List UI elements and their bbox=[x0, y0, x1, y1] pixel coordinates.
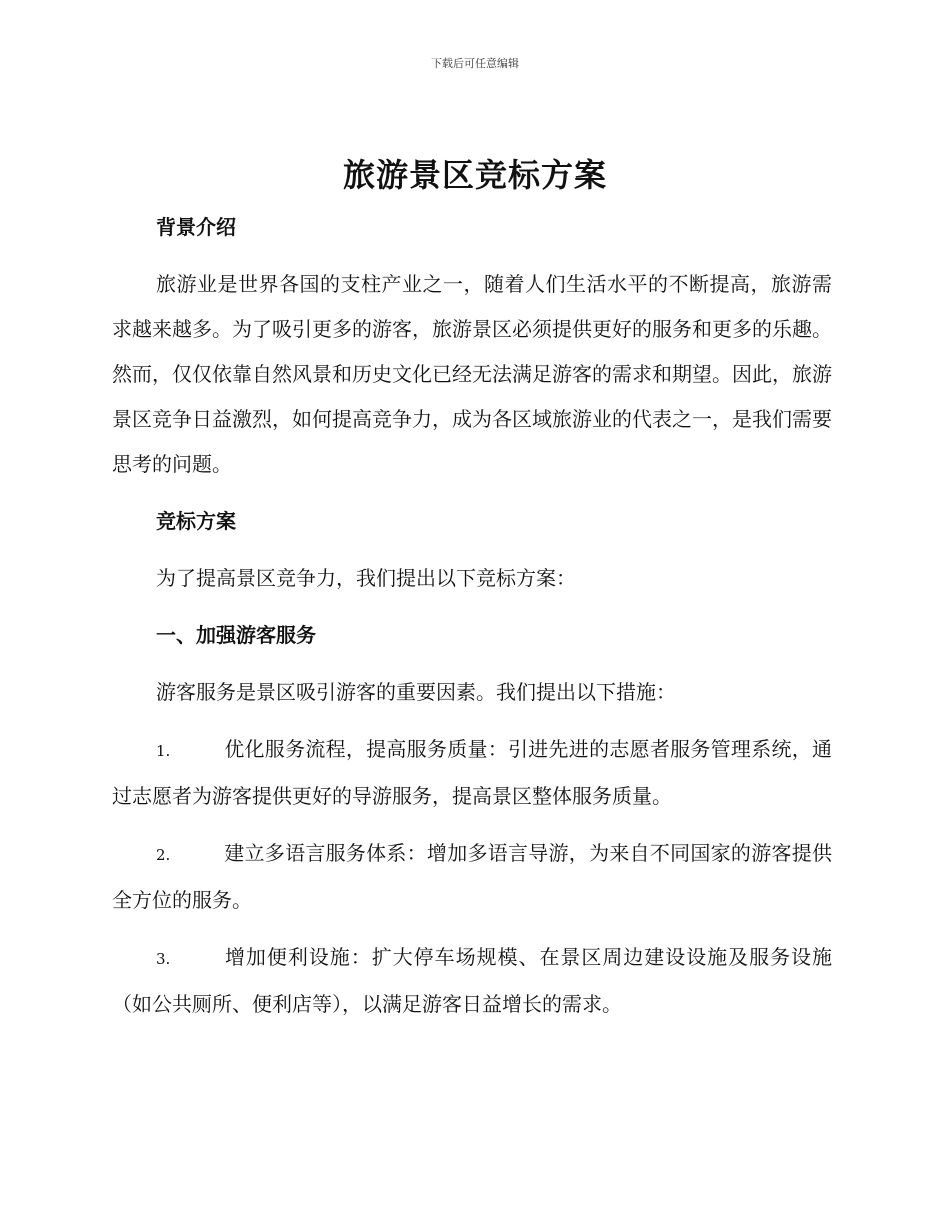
list-item-text: 增加便利设施：扩大停车场规模、在景区周边建设设施及服务设施（如公共厕所、便利店等），以满足游客日益增长的需求。 bbox=[112, 945, 832, 1016]
background-heading: 背景介绍 bbox=[156, 215, 236, 239]
list-item-text: 建立多语言服务体系：增加多语言导游，为来自不同国家的游客提供全方位的服务。 bbox=[112, 841, 832, 912]
list-item bbox=[112, 831, 832, 923]
list-item-number: 2. bbox=[156, 846, 171, 864]
list-item-number: 1. bbox=[156, 742, 171, 760]
list-item bbox=[112, 727, 832, 819]
background-paragraph: 旅游业是世界各国的支柱产业之一，随着人们生活水平的不断提高，旅游需求越来越多。为了吸引更多的游客，旅游景区必须提供更好的服务和更多的乐趣。然而，仅仅依靠自然风景和历史文化已经无法满足游客的需求和期望。因此，旅游景区竞争日益激烈，如何提高竞争力，成为各区域旅游业的代表之一，是我们需要思考的问题。 bbox=[112, 272, 832, 476]
plan-heading: 竞标方案 bbox=[156, 509, 236, 533]
list-item-number: 3. bbox=[156, 950, 171, 968]
list-item bbox=[112, 935, 832, 1027]
service-intro: 游客服务是景区吸引游客的重要因素。我们提出以下措施： bbox=[156, 680, 676, 704]
header-note: 下载后可任意编辑 bbox=[431, 57, 519, 70]
document-title: 旅游景区竞标方案 bbox=[342, 156, 607, 194]
plan-intro: 为了提高景区竞争力，我们提出以下竞标方案： bbox=[156, 566, 576, 590]
list-item-text: 优化服务流程，提高服务质量：引进先进的志愿者服务管理系统，通过志愿者为游客提供更好的导游服务，提高景区整体服务质量。 bbox=[112, 737, 832, 808]
document-body bbox=[112, 205, 832, 1027]
service-heading: 一、加强游客服务 bbox=[156, 623, 316, 647]
